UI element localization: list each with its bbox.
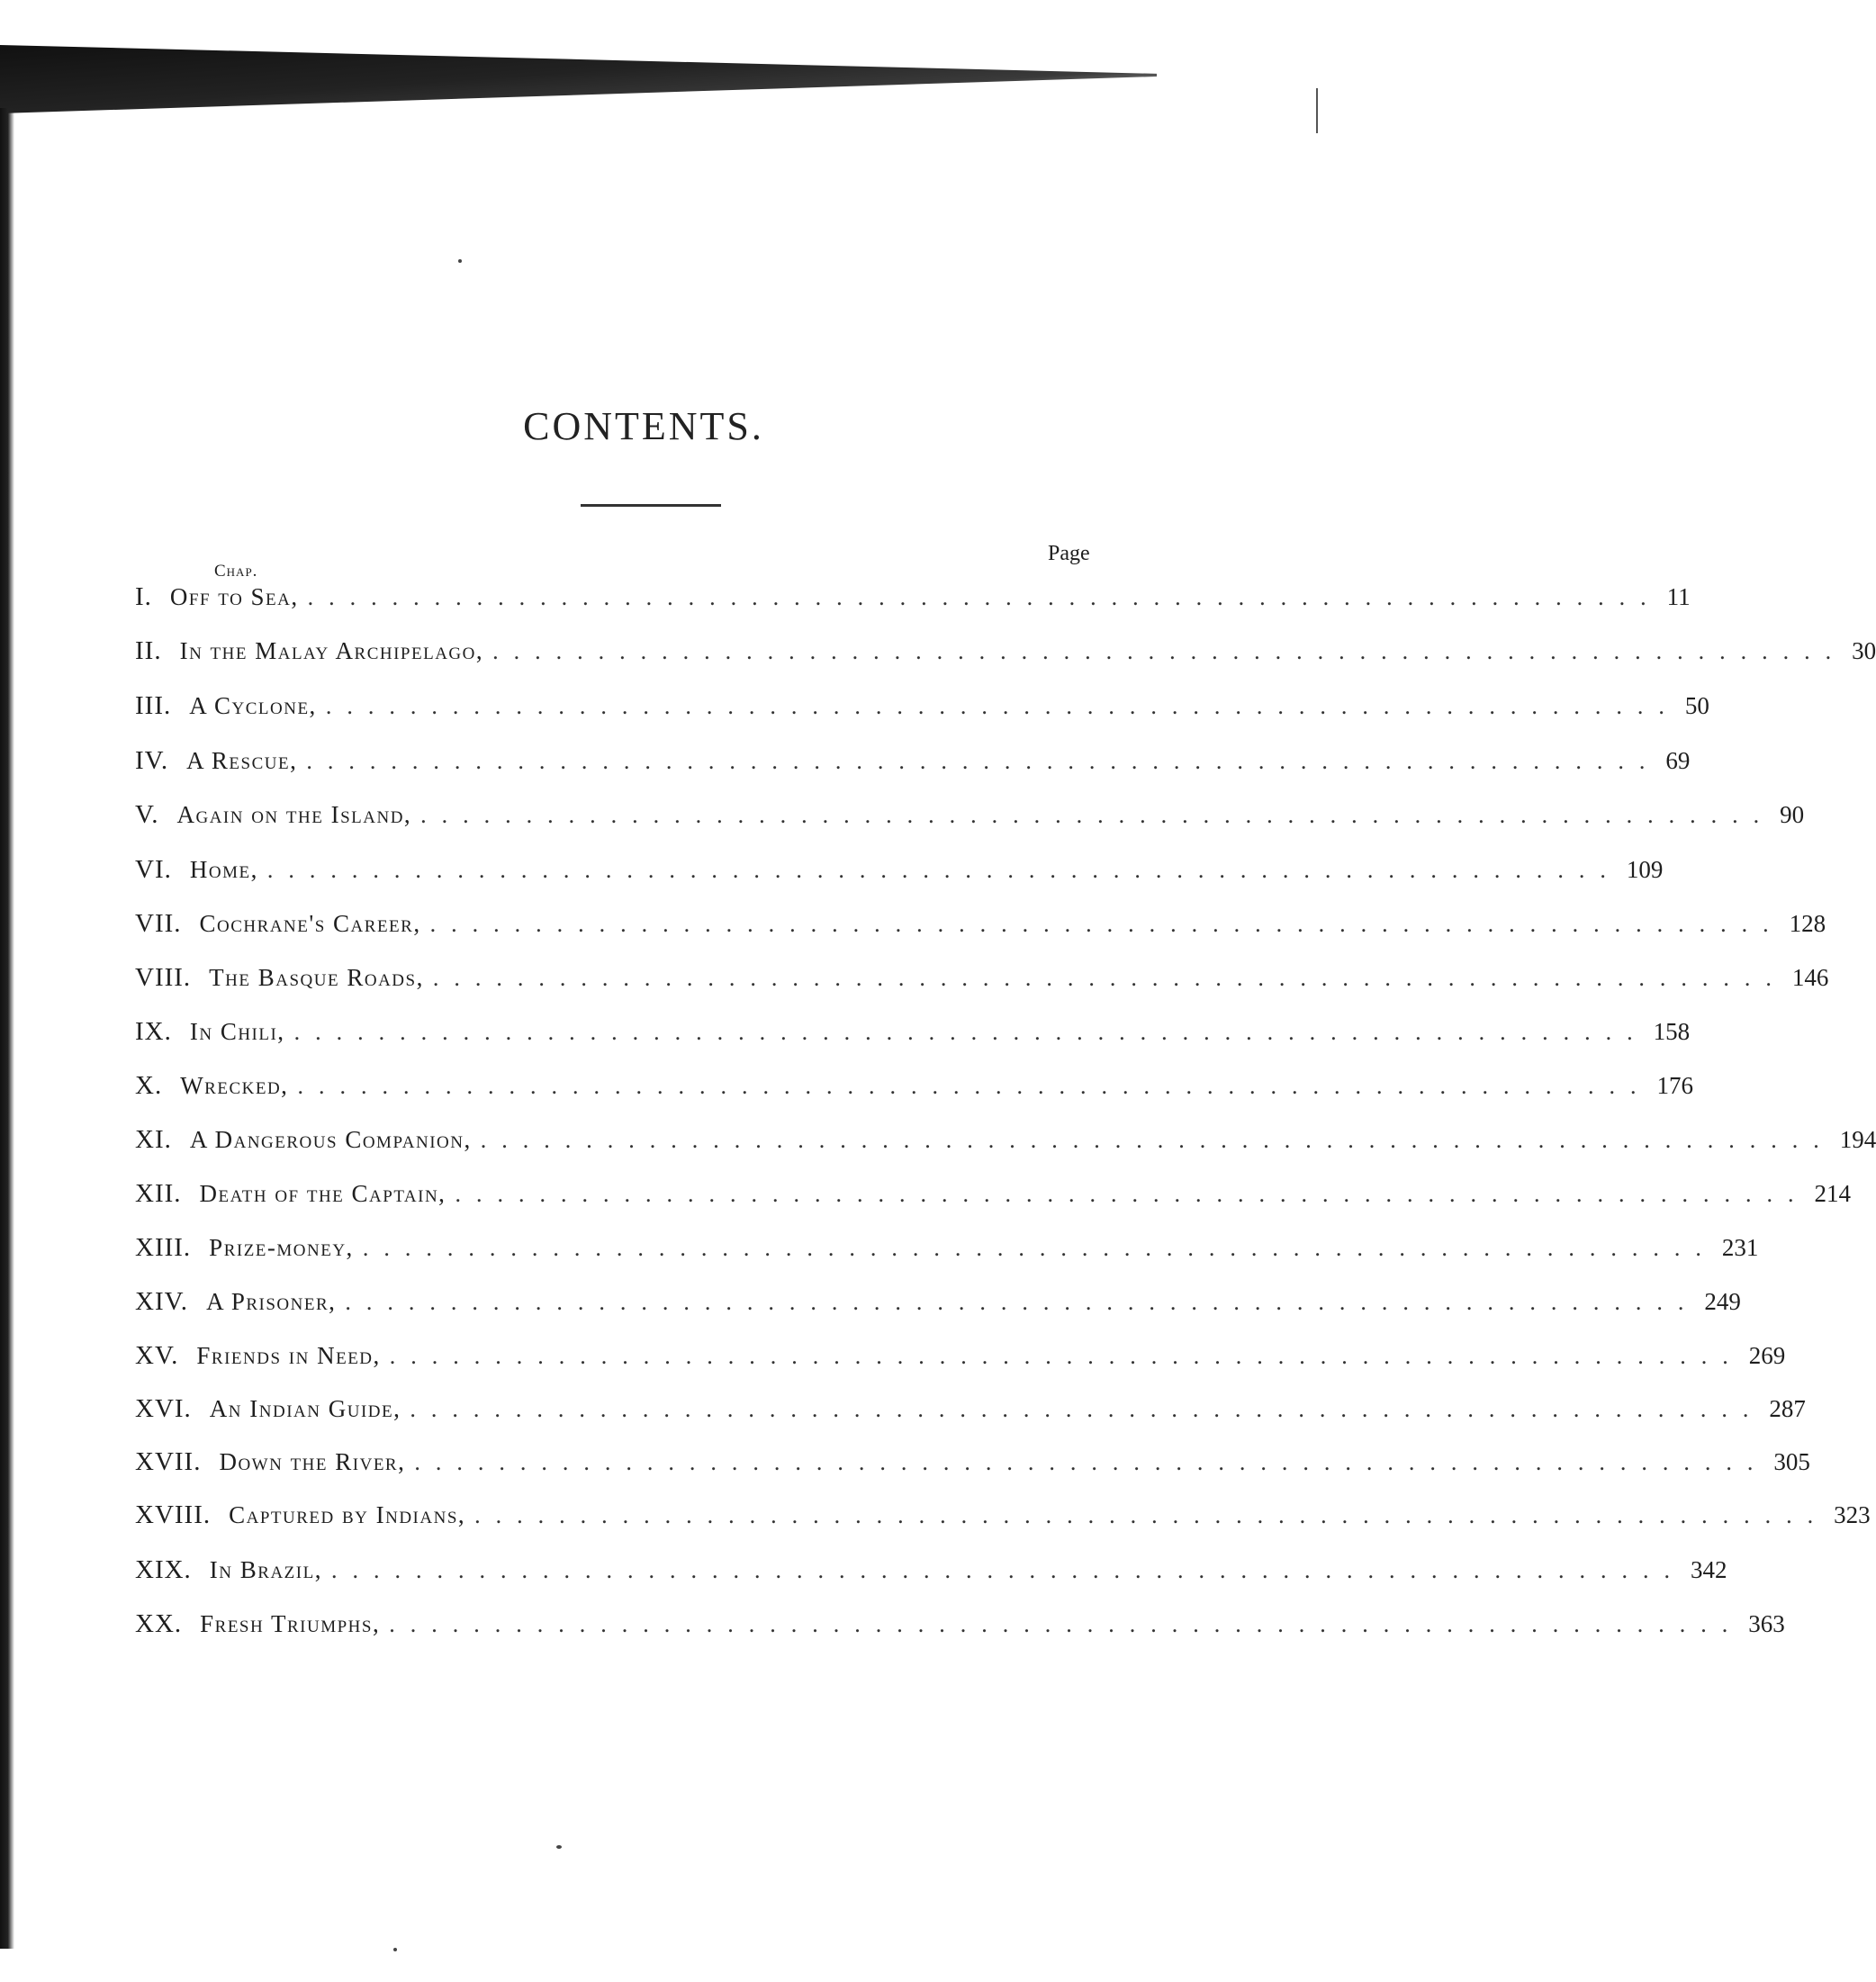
chapter-title: A Rescue, [186,747,298,774]
chapter-title: Captured by Indians, [229,1501,466,1528]
chapter-title: A Cyclone, [189,692,317,719]
toc-entry [135,1179,1851,1224]
toc-entry [135,1500,1871,1545]
toc-entry [135,1233,1759,1278]
page-column-header: Page [1048,542,1090,565]
toc-entry [135,800,1805,845]
chapter-number: XVII. [135,1447,202,1476]
page-number: 11 [1666,583,1691,610]
page-title: CONTENTS. [523,404,764,448]
chapter-title: Friends in Need, [196,1342,381,1369]
chapter-title: Down the River, [219,1448,406,1475]
chapter-number: XV. [135,1341,179,1370]
chapter-number: XX. [135,1609,183,1638]
chapter-number: V. [135,800,159,829]
page-number: 249 [1704,1288,1741,1315]
chapter-number: XVIII. [135,1500,212,1529]
dot-leader: ................................................................ [330,1557,1685,1583]
page-number: 30 [1852,637,1876,664]
toc-entry [135,746,1691,791]
chap-column-header: Chap. [214,562,258,581]
toc-entry [135,1341,1786,1386]
dot-leader: ................................................................ [492,638,1847,664]
chapter-title: Home, [189,856,258,883]
chapter-number: XVI. [135,1394,192,1423]
page-number: 90 [1780,801,1805,828]
toc-entry [135,1555,1727,1600]
dot-leader: ................................................................ [362,1235,1717,1261]
chapter-title: Wrecked, [180,1072,289,1099]
toc-entry [135,963,1829,1008]
chapter-title: A Dangerous Companion, [189,1126,472,1153]
dot-leader: ................................................................ [325,693,1680,719]
chapter-title: Off to Sea, [169,583,299,610]
toc-entry [135,1609,1785,1654]
ink-speck [393,1948,397,1951]
chapter-number: VII. [135,909,182,938]
page-number: 231 [1721,1234,1759,1261]
toc-entry [135,691,1709,736]
dot-leader: ................................................................ [389,1343,1744,1369]
page-number: 363 [1748,1610,1785,1637]
dot-leader: ................................................................ [389,1611,1744,1637]
page-left-edge-shadow [0,108,14,1949]
toc-entry [135,1287,1741,1332]
page-number: 287 [1769,1395,1806,1422]
chapter-title: Death of the Captain, [199,1180,446,1207]
chapter-title: Again on the Island, [176,801,412,828]
chapter-title: Prize-money, [209,1234,354,1261]
chapter-title: In the Malay Archipelago, [179,637,484,664]
page-number: 50 [1684,692,1709,719]
chapter-number: IX. [135,1017,172,1046]
dot-leader: ................................................................ [345,1289,1700,1315]
page-number: 128 [1789,910,1826,937]
chapter-number: IV. [135,746,169,775]
chapter-title: An Indian Guide, [209,1395,401,1422]
page-number: 305 [1773,1448,1810,1475]
toc-entry [135,1071,1693,1116]
dot-leader: ................................................................ [306,748,1661,774]
toc-entry [135,1447,1810,1492]
toc-entry [135,1394,1806,1439]
toc-entry [135,1017,1691,1062]
ink-speck [556,1845,562,1849]
dot-leader: ................................................................ [429,911,1784,937]
scan-mark [1316,88,1318,133]
chapter-number: XI. [135,1125,172,1154]
toc-entry [135,636,1876,681]
chapter-number: XII. [135,1179,182,1208]
dot-leader: ................................................................ [420,802,1775,828]
chapter-title: Cochrane's Career, [199,910,421,937]
toc-entry [135,582,1691,627]
page-number: 158 [1653,1018,1691,1045]
dot-leader: ................................................................ [297,1073,1652,1099]
title-rule [581,504,721,507]
dot-leader: ................................................................ [455,1181,1809,1207]
chapter-number: VI. [135,855,172,884]
page-number: 342 [1690,1556,1727,1583]
chapter-number: XIII. [135,1233,192,1262]
chapter-title: Fresh Triumphs, [200,1610,381,1637]
page-number: 109 [1626,856,1664,883]
page-number: 269 [1748,1342,1786,1369]
ink-speck [458,259,462,263]
chapter-number: XIV. [135,1287,189,1316]
chapter-title: In Brazil, [209,1556,322,1583]
dot-leader: ................................................................ [414,1449,1769,1475]
page-number: 146 [1791,964,1829,991]
toc-entry [135,1125,1876,1170]
chapter-number: II. [135,636,162,665]
page-number: 323 [1834,1501,1871,1528]
chapter-title: In Chili, [189,1018,285,1045]
dot-leader: ................................................................ [307,584,1662,610]
dot-leader: ................................................................ [480,1127,1835,1153]
dot-leader: ................................................................ [266,857,1621,883]
chapter-title: A Prisoner, [206,1288,337,1315]
chapter-number: X. [135,1071,163,1100]
dot-leader: ................................................................ [432,965,1787,991]
dot-leader: ................................................................ [410,1396,1764,1422]
page-top-shadow [0,45,1157,113]
page-number: 194 [1839,1126,1876,1153]
chapter-title: The Basque Roads, [209,964,424,991]
toc-entry [135,909,1826,954]
page-number: 176 [1656,1072,1693,1099]
chapter-number: I. [135,582,152,611]
page-number: 214 [1814,1180,1851,1207]
page-number: 69 [1665,747,1691,774]
dot-leader: ................................................................ [474,1502,1829,1528]
toc-entry [135,855,1664,900]
chapter-number: XIX. [135,1555,192,1584]
chapter-number: III. [135,691,172,720]
chapter-number: VIII. [135,963,192,992]
dot-leader: ................................................................ [293,1019,1648,1045]
